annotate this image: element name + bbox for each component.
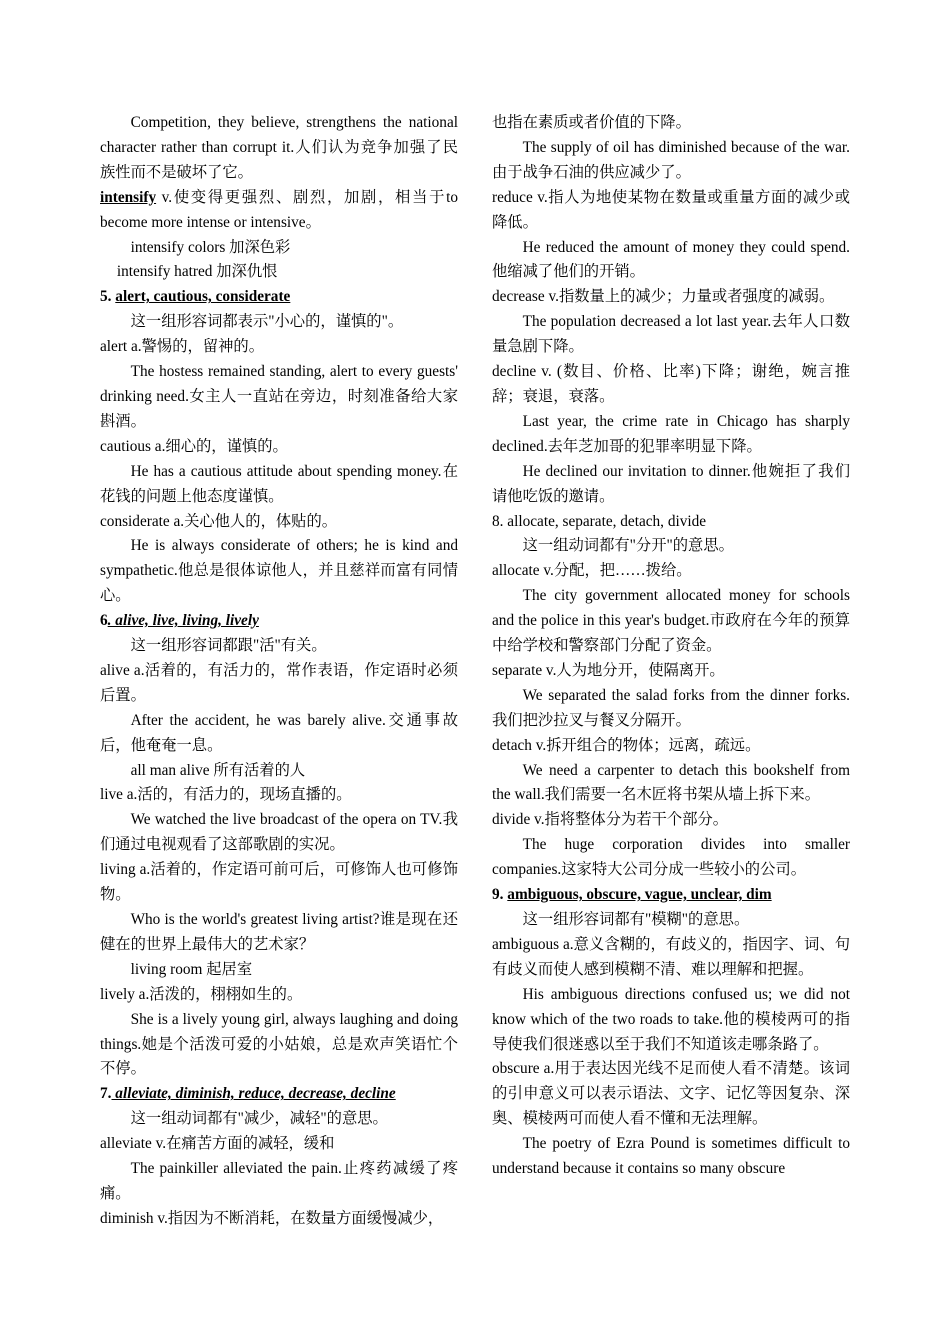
- example-line: Who is the world's greatest living artist?谁是现在还健在的世界上最伟大的艺术家？: [100, 911, 458, 953]
- example-line: He has a cautious attitude about spending money.在花钱的问题上他态度谨慎。: [100, 462, 458, 505]
- section-title: . alive, live, living, lively: [107, 612, 259, 630]
- example-line: He declined our invitation to dinner.他婉拒了我们请他吃饭的邀请。: [492, 462, 850, 505]
- example-line: intensify hatred 加深仇恨: [116, 263, 278, 281]
- right-column: [492, 111, 850, 1182]
- definition-line: lively a.活泼的，栩栩如生的。: [100, 985, 303, 1003]
- keyword: intensify: [100, 188, 157, 206]
- definition-line: obscure a.用于表达因光线不足而使人看不清楚。该词的引申意义可以表示语法、文字、记忆等因复杂、深奥、模棱两可而使人看不懂和无法理解。: [492, 1060, 850, 1128]
- example-line: The hostess remained standing, alert to every guests' drinking need.女主人一直站在旁边，时刻准备给大家斟酒。: [100, 363, 458, 430]
- example-line: 这一组动词都有"减少，减轻"的意思。: [130, 1110, 388, 1128]
- example-line: all man alive 所有活着的人: [130, 761, 306, 779]
- example-line: After the accident, he was barely alive.交通事故后，他奄奄一息。: [100, 711, 458, 754]
- definition-line: ambiguous a.意义含糊的，有歧义的，指因字、词、句有歧义而使人感到模糊不清、难以理解和把握。: [492, 935, 850, 978]
- example-line: The huge corporation divides into smaller companies.这家特大公司分成一些较小的公司。: [492, 836, 850, 879]
- definition-text: v.使变得更强烈、剧烈，加剧，相当于to become more intense or intensive。: [100, 188, 458, 231]
- definition-line: 8. allocate, separate, detach, divide: [492, 512, 707, 530]
- definition-line: divide v.指将整体分为若干个部分。: [492, 811, 729, 829]
- section-title: alleviate, diminish, reduce, decrease, decline: [111, 1085, 396, 1103]
- definition-line: live a.活的，有活力的，现场直播的。: [100, 786, 352, 804]
- definition-line: alert a.警惕的，留神的。: [100, 338, 264, 356]
- example-line: He reduced the amount of money they could spend.他缩减了他们的开销。: [492, 238, 850, 281]
- definition-line: [100, 186, 458, 236]
- section-heading: [100, 285, 458, 310]
- definition-line: living a.活着的，作定语可前可后，可修饰人也可修饰物。: [100, 861, 458, 904]
- section-number: 9.: [492, 886, 508, 904]
- example-line: His ambiguous directions confused us; we did not know which of the two roads to take.他的模棱两可的指导使我们很迷惑以至于我们不知道该走哪条路了。: [492, 985, 850, 1053]
- example-line: intensify colors 加深色彩: [130, 238, 291, 256]
- definition-line: allocate v.分配，把……拨给。: [492, 562, 692, 580]
- example-line: The population decreased a lot last year.去年人口数量急剧下降。: [492, 313, 850, 356]
- definition-line: alive a.活着的，有活力的，常作表语，作定语时必须后置。: [100, 661, 458, 704]
- section-heading: [100, 1082, 458, 1107]
- definition-line: separate v.人为地分开，使隔离开。: [492, 661, 725, 679]
- example-line: living room 起居室: [130, 960, 253, 978]
- example-line: The poetry of Ezra Pound is sometimes difficult to understand because it contains so many obscure: [492, 1135, 850, 1178]
- example-line: We need a carpenter to detach this bookshelf from the wall.我们需要一名木匠将书架从墙上拆下来。: [492, 761, 850, 804]
- example-line: 这一组形容词都跟"活"有关。: [130, 637, 327, 655]
- section-number: 6: [100, 612, 108, 630]
- definition-line: decrease v.指数量上的减少；力量或者强度的减弱。: [492, 288, 835, 306]
- example-line: Competition, they believe, strengthens the national character rather than corrupt it.人们认为竞争加强了民族性而不是破坏了它。: [100, 114, 458, 181]
- definition-line: detach v.拆开组合的物体；远离，疏远。: [492, 736, 761, 754]
- section-title: alert, cautious, considerate: [115, 288, 291, 306]
- section-heading: [492, 883, 850, 908]
- example-line: She is a lively young girl, always laughing and doing things.她是个活泼可爱的小姑娘，总是欢声笑语忙个不停。: [100, 1010, 458, 1078]
- example-line: He is always considerate of others; he is kind and sympathetic.他总是很体谅他人，并且慈祥而富有同情心。: [100, 537, 458, 605]
- example-line: 这一组形容词都有"模糊"的意思。: [522, 911, 750, 928]
- definition-line: 也指在素质或者价值的下降。: [492, 114, 691, 131]
- definition-line: diminish v.指因为不断消耗，在数量方面缓慢减少，: [100, 1209, 444, 1227]
- section-number: 7.: [100, 1085, 112, 1103]
- definition-line: reduce v.指人为地使某物在数量或重量方面的减少或降低。: [492, 188, 850, 231]
- definition-line: decline v. (数目、价格、比率)下降；谢绝，婉言推辞；衰退，衰落。: [492, 363, 850, 405]
- example-line: Last year, the crime rate in Chicago has sharply declined.去年芝加哥的犯罪率明显下降。: [492, 412, 850, 455]
- example-line: We watched the live broadcast of the opera on TV.我们通过电视观看了这部歌剧的实况。: [100, 811, 458, 854]
- definition-line: considerate a.关心他人的，体贴的。: [100, 512, 338, 530]
- example-line: We separated the salad forks from the dinner forks.我们把沙拉叉与餐叉分隔开。: [492, 686, 850, 729]
- left-column: [100, 111, 458, 1232]
- section-heading: [100, 609, 458, 634]
- example-line: The city government allocated money for schools and the police in this year's budget.市政府在今年的预算中给学校和警察部门分配了资金。: [492, 587, 850, 655]
- example-line: 这一组形容词都表示"小心的，谨慎的"。: [130, 313, 404, 331]
- example-line: 这一组动词都有"分开"的意思。: [522, 537, 734, 555]
- example-line: The painkiller alleviated the pain.止疼药减缓了疼痛。: [100, 1160, 458, 1202]
- example-line: The supply of oil has diminished because of the war.由于战争石油的供应减少了。: [492, 138, 850, 181]
- section-title: ambiguous, obscure, vague, unclear, dim: [507, 886, 772, 904]
- definition-line: cautious a.细心的，谨慎的。: [100, 437, 288, 455]
- section-number: 5.: [100, 288, 116, 306]
- definition-line: alleviate v.在痛苦方面的减轻，缓和: [100, 1135, 335, 1153]
